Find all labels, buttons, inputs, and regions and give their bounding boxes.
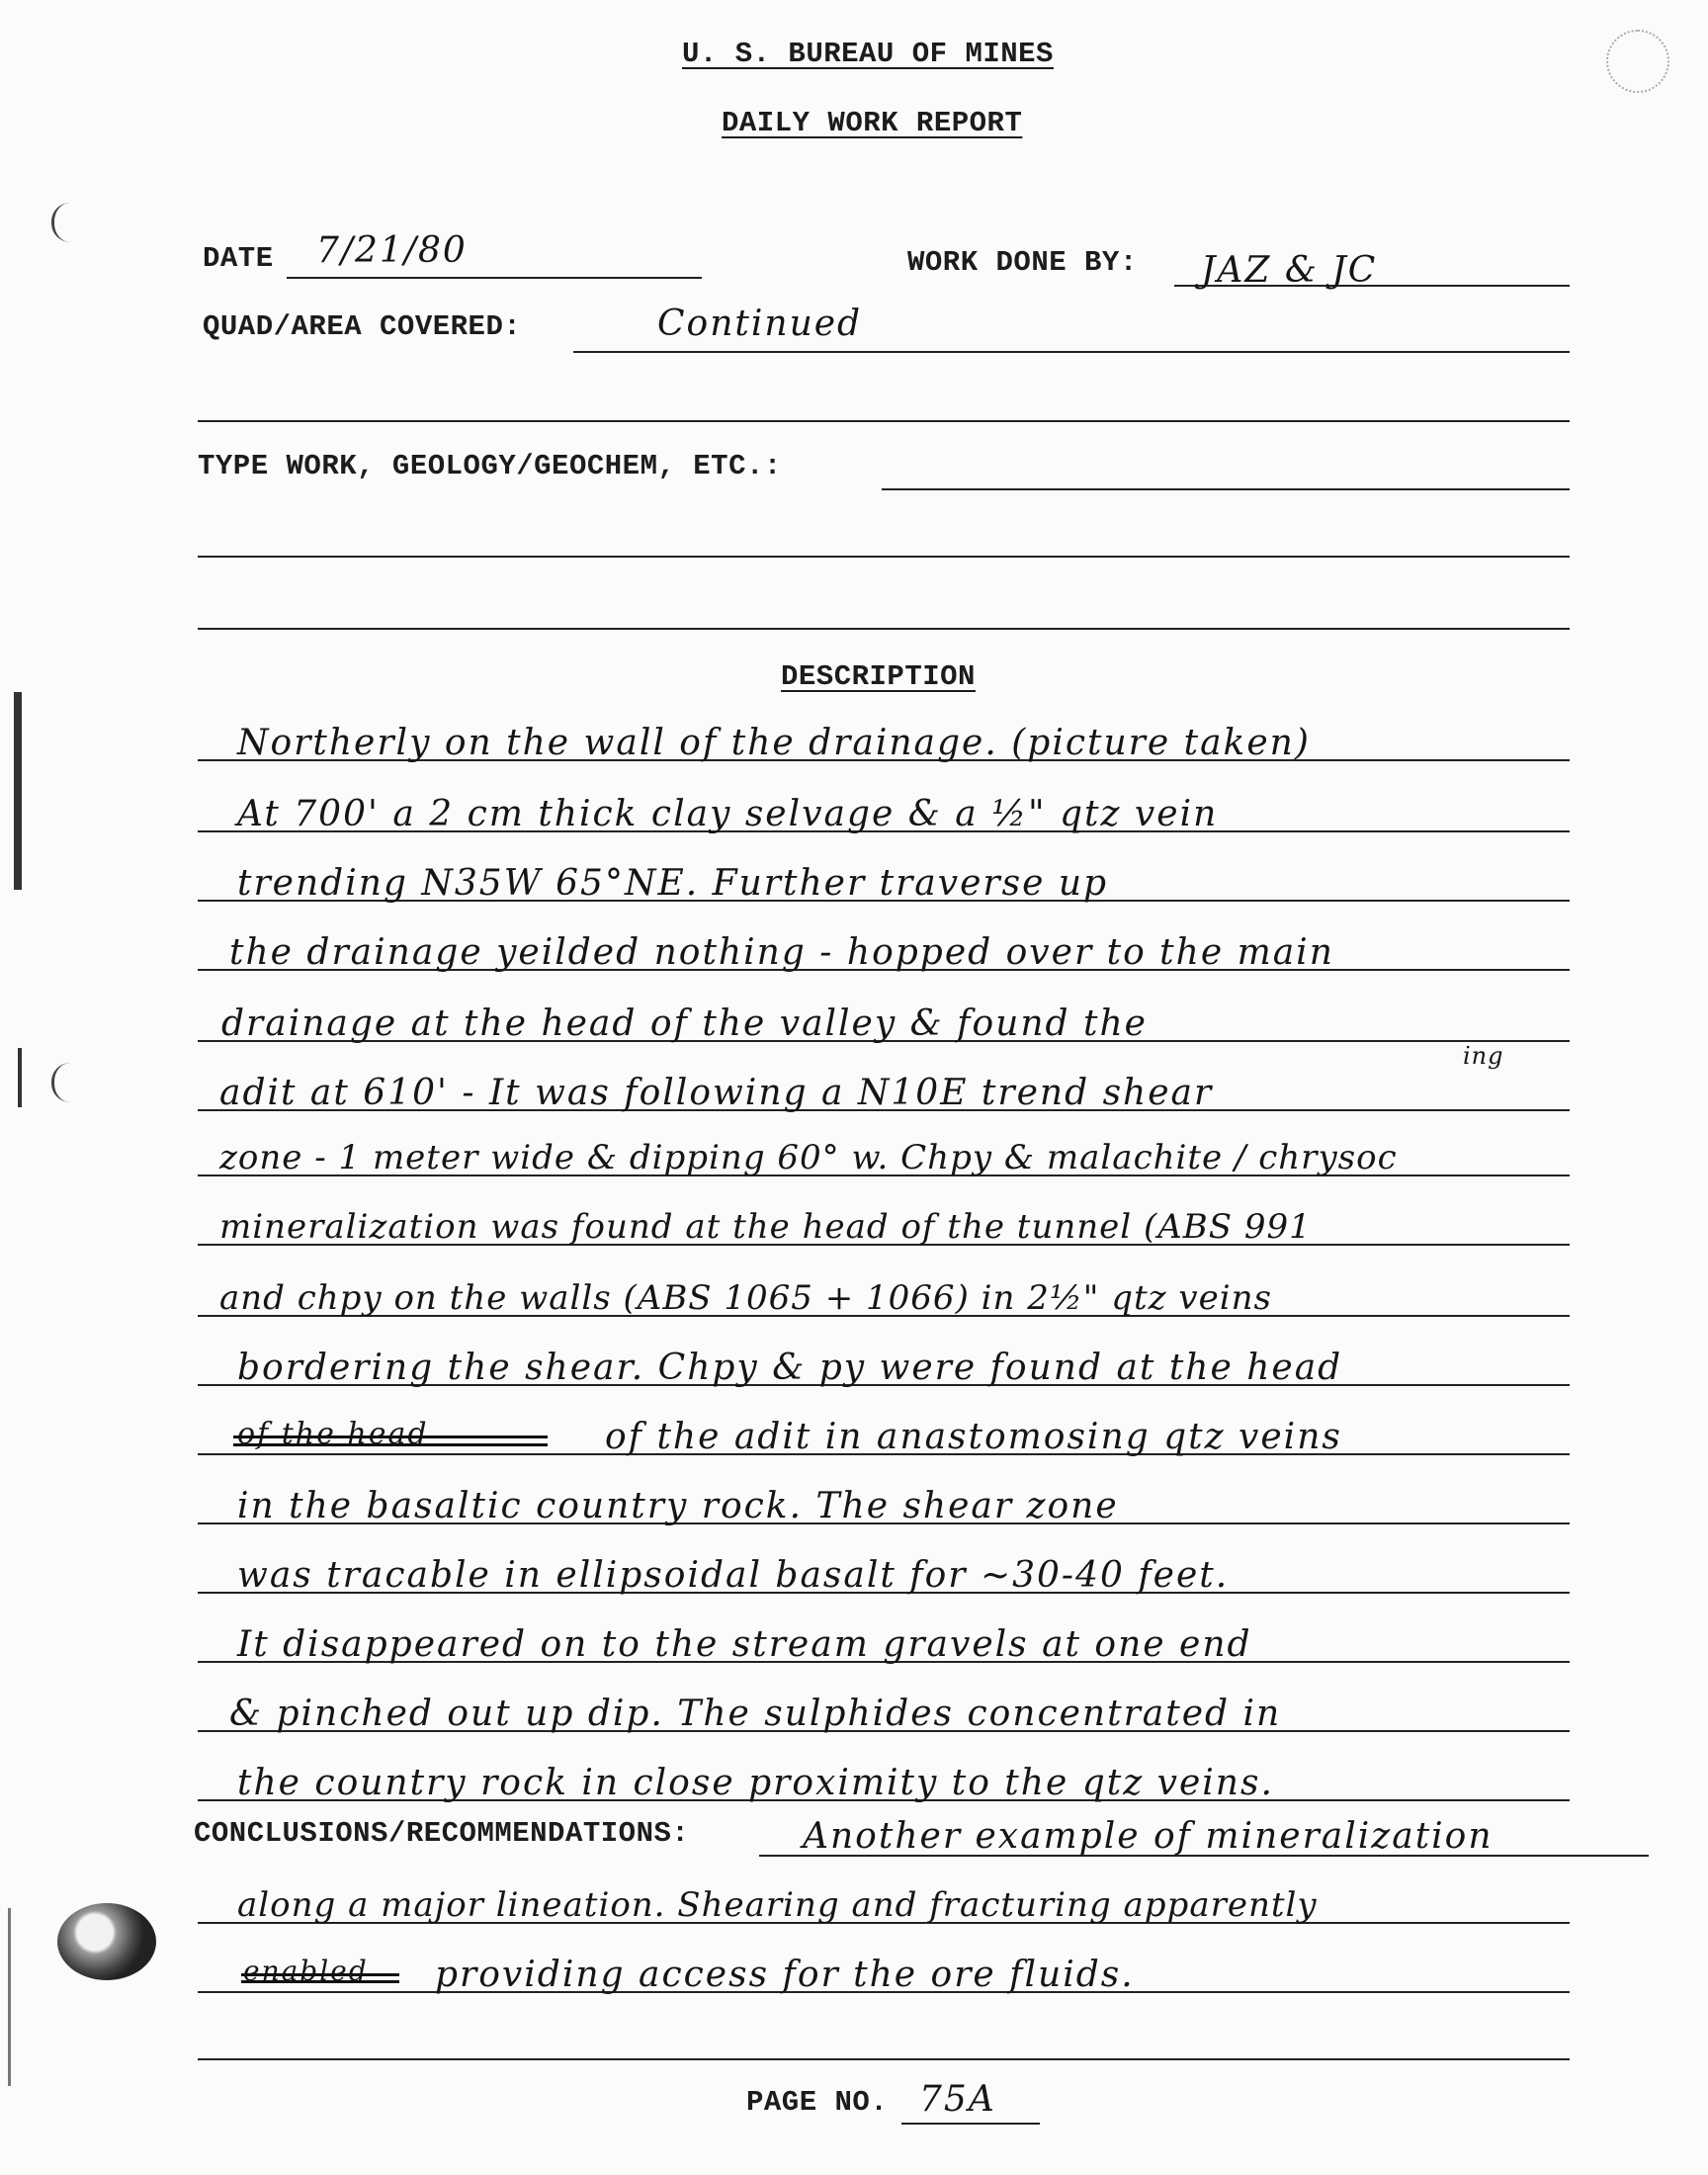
date-label: DATE <box>203 242 274 275</box>
conclusions-rule <box>198 2058 1570 2060</box>
description-line-15: & pinched out up dip. The sulphides concentrated in <box>229 1694 1282 1734</box>
description-line-13: was tracable in ellipsoidal basalt for ~30-40 feet. <box>237 1555 1230 1596</box>
description-line-3: trending N35W 65°NE. Further traverse up <box>237 863 1109 904</box>
binding-mark <box>14 692 22 890</box>
page-number-line <box>901 2123 1040 2125</box>
conclusions-struck-text: enabled <box>243 1955 369 1987</box>
quad-area-value: Continued <box>657 304 863 344</box>
description-heading: DESCRIPTION <box>781 660 976 693</box>
description-line-10: bordering the shear. Chpy & py were found at the head <box>237 1348 1343 1388</box>
date-line <box>287 277 702 279</box>
punch-bracket <box>51 203 70 242</box>
description-line-7: zone - 1 meter wide & dipping 60° w. Chpy & malachite / chrysoc <box>219 1138 1398 1177</box>
description-line-1: Northerly on the wall of the drainage. (picture taken) <box>237 723 1311 763</box>
description-insertion: ing <box>1463 1042 1504 1070</box>
strikethrough <box>241 1973 399 1976</box>
quad-area-line <box>573 351 1570 353</box>
description-line-2: At 700' a 2 cm thick clay selvage & a ½" qtz vein <box>237 794 1219 834</box>
strikethrough <box>233 1443 548 1446</box>
corner-speck <box>1606 30 1669 93</box>
type-work-line <box>882 488 1570 490</box>
punch-bracket <box>51 1063 70 1102</box>
strikethrough <box>241 1980 399 1983</box>
description-struck-text: of the head <box>237 1417 429 1451</box>
work-done-by-value: JAZ & JC <box>1201 250 1378 291</box>
date-value: 7/21/80 <box>316 230 468 271</box>
binding-mark <box>8 1908 11 2086</box>
binding-mark <box>18 1048 22 1107</box>
agency-heading: U. S. BUREAU OF MINES <box>682 38 1054 70</box>
page-number-value: 75A <box>919 2079 996 2120</box>
quad-area-label: QUAD/AREA COVERED: <box>203 310 522 343</box>
description-line-16: the country rock in close proximity to the qtz veins. <box>237 1763 1274 1803</box>
quad-area-line-2 <box>198 420 1570 422</box>
conclusions-line-1: Another example of mineralization <box>803 1816 1494 1857</box>
type-work-label: TYPE WORK, GEOLOGY/GEOCHEM, ETC.: <box>198 450 782 482</box>
description-line-6: adit at 610' - It was following a N10E trend shear <box>219 1073 1214 1113</box>
type-work-line-3 <box>198 628 1570 630</box>
description-line-9: and chpy on the walls (ABS 1065 + 1066) in 2½" qtz veins <box>219 1278 1272 1318</box>
conclusions-line-3: providing access for the ore fluids. <box>435 1955 1135 1995</box>
description-line-8: mineralization was found at the head of the tunnel (ABS 991 <box>219 1207 1312 1247</box>
punch-hole <box>57 1903 156 1980</box>
description-line-11: of the adit in anastomosing qtz veins <box>605 1417 1342 1457</box>
description-line-14: It disappeared on to the stream gravels at one end <box>237 1624 1252 1665</box>
form-title: DAILY WORK REPORT <box>722 107 1023 139</box>
type-work-line-2 <box>198 556 1570 558</box>
description-line-12: in the basaltic country rock. The shear zone <box>237 1486 1119 1526</box>
page-number-label: PAGE NO. <box>746 2086 889 2119</box>
work-done-by-label: WORK DONE BY: <box>907 246 1138 279</box>
description-line-4: the drainage yeilded nothing - hopped over to the main <box>229 932 1334 973</box>
conclusions-label: CONCLUSIONS/RECOMMENDATIONS: <box>194 1817 690 1850</box>
description-line-5: drainage at the head of the valley & found the <box>221 1003 1148 1044</box>
strikethrough <box>233 1436 548 1438</box>
conclusions-line-2: along a major lineation. Shearing and fracturing apparently <box>237 1885 1318 1925</box>
